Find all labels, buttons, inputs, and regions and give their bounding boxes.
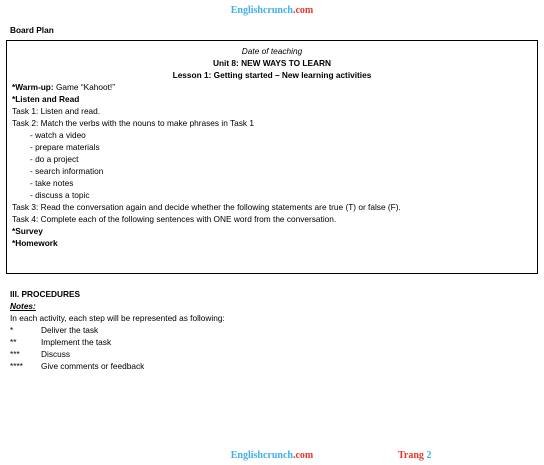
warmup-label: *Warm-up: — [12, 82, 54, 92]
task-2-item: - watch a video — [30, 130, 86, 140]
board-plan-title: Board Plan — [10, 25, 54, 35]
step-stars: ** — [10, 337, 17, 347]
step-stars: * — [10, 325, 14, 335]
homework-heading: *Homework — [12, 238, 58, 248]
task-2: Task 2: Match the verbs with the nouns to make phrases in Task 1 — [12, 118, 254, 128]
listen-read-heading: *Listen and Read — [12, 94, 80, 104]
warmup-text: Game “Kahoot!” — [53, 82, 115, 92]
task-2-item: - search information — [30, 166, 104, 176]
header-site-name-part2: .com — [292, 5, 314, 16]
task-2-item: - prepare materials — [30, 142, 100, 152]
step-item — [10, 348, 530, 360]
step-text: Implement the task — [41, 337, 112, 347]
step-item — [10, 324, 530, 336]
board-plan-box — [6, 40, 538, 274]
date-of-teaching: Date of teaching — [241, 46, 303, 56]
footer-site-name-part2: .com — [292, 450, 314, 461]
step-stars: *** — [10, 349, 20, 359]
task-2-item: - take notes — [30, 178, 74, 188]
footer-site-name — [0, 450, 544, 462]
header-site-name-part1: Englishcrunch — [230, 5, 293, 16]
procedures-intro: In each activity, each step will be represented as following: — [10, 313, 225, 323]
step-item — [10, 336, 530, 348]
step-item — [10, 360, 530, 372]
procedures-section — [10, 288, 530, 372]
task-4: Task 4: Complete each of the following sentences with ONE word from the conversation. — [12, 214, 337, 224]
page-number — [398, 450, 431, 462]
step-text: Discuss — [41, 349, 71, 359]
task-3: Task 3: Read the conversation again and decide whether the following statements are true (T) or false (F). — [12, 202, 401, 212]
task-2-item: - discuss a topic — [30, 190, 90, 200]
task-2-item: - do a project — [30, 154, 79, 164]
step-text: Give comments or feedback — [41, 361, 145, 371]
page-label: Trang — [398, 450, 427, 461]
step-stars: **** — [10, 361, 23, 371]
header-site-name — [0, 5, 544, 17]
procedures-heading: III. PROCEDURES — [10, 289, 81, 299]
step-text: Deliver the task — [41, 325, 99, 335]
lesson-title: Lesson 1: Getting started – New learning activities — [172, 70, 372, 80]
page-number-value: 2 — [426, 450, 432, 461]
survey-heading: *Survey — [12, 226, 43, 236]
notes-label: Notes: — [10, 301, 36, 311]
unit-title: Unit 8: NEW WAYS TO LEARN — [212, 58, 331, 68]
task-1: Task 1: Listen and read. — [12, 106, 101, 116]
board-plan-content — [12, 45, 532, 249]
footer-site-name-part1: Englishcrunch — [230, 450, 293, 461]
warmup-line — [12, 81, 532, 93]
